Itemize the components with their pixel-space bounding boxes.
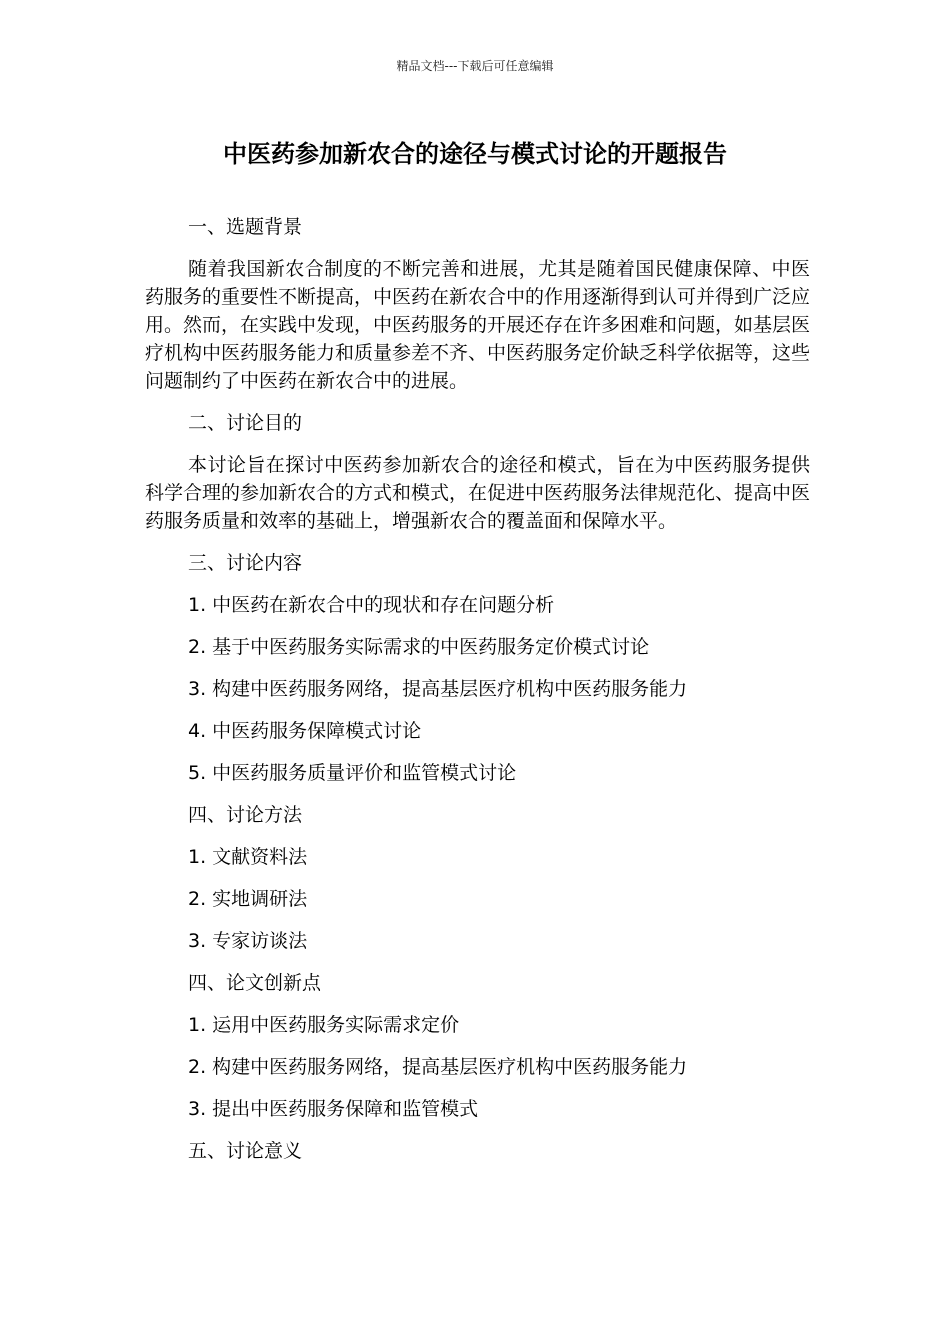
list-item: 2. 构建中医药服务网络，提高基层医疗机构中医药服务能力 xyxy=(188,1056,688,1078)
list-item: 3. 构建中医药服务网络，提高基层医疗机构中医药服务能力 xyxy=(188,678,688,700)
paragraph-background: 随着我国新农合制度的不断完善和进展，尤其是随着国民健康保障、中医药服务的重要性不断提高，中医药在新农合中的作用逐渐得到认可并得到广泛应用。然而，在实践中发现，中医药服务的开展还存在许多困难和问题，如基层医疗机构中医药服务能力和质量参差不齐、中医药服务定价缺乏科学依据等，这些问题制约了中医药在新农合中的进展。 xyxy=(145,258,811,392)
section-heading-purpose: 二、讨论目的 xyxy=(188,412,303,434)
list-item: 3. 专家访谈法 xyxy=(188,930,308,952)
paragraph-purpose: 本讨论旨在探讨中医药参加新农合的途径和模式，旨在为中医药服务提供科学合理的参加新农合的方式和模式，在促进中医药服务法律规范化、提高中医药服务质量和效率的基础上，增强新农合的覆盖面和保障水平。 xyxy=(145,454,811,532)
list-item: 1. 文献资料法 xyxy=(188,846,308,868)
document-title: 中医药参加新农合的途径与模式讨论的开题报告 xyxy=(223,140,727,168)
list-item: 3. 提出中医药服务保障和监管模式 xyxy=(188,1098,479,1120)
section-heading-methods: 四、讨论方法 xyxy=(188,804,303,826)
section-heading-innovations: 四、论文创新点 xyxy=(188,972,322,994)
section-heading-significance: 五、讨论意义 xyxy=(188,1140,303,1162)
section-heading-content: 三、讨论内容 xyxy=(188,552,303,574)
page-header-note: 精品文档---下载后可任意编辑 xyxy=(396,59,554,73)
list-item: 1. 运用中医药服务实际需求定价 xyxy=(188,1014,460,1036)
section-heading-background: 一、选题背景 xyxy=(188,216,303,238)
list-item: 5. 中医药服务质量评价和监管模式讨论 xyxy=(188,762,517,784)
document-body xyxy=(145,213,810,1179)
list-item: 2. 实地调研法 xyxy=(188,888,308,910)
list-item: 2. 基于中医药服务实际需求的中医药服务定价模式讨论 xyxy=(188,636,650,658)
list-item: 1. 中医药在新农合中的现状和存在问题分析 xyxy=(188,594,555,616)
list-item: 4. 中医药服务保障模式讨论 xyxy=(188,720,422,742)
